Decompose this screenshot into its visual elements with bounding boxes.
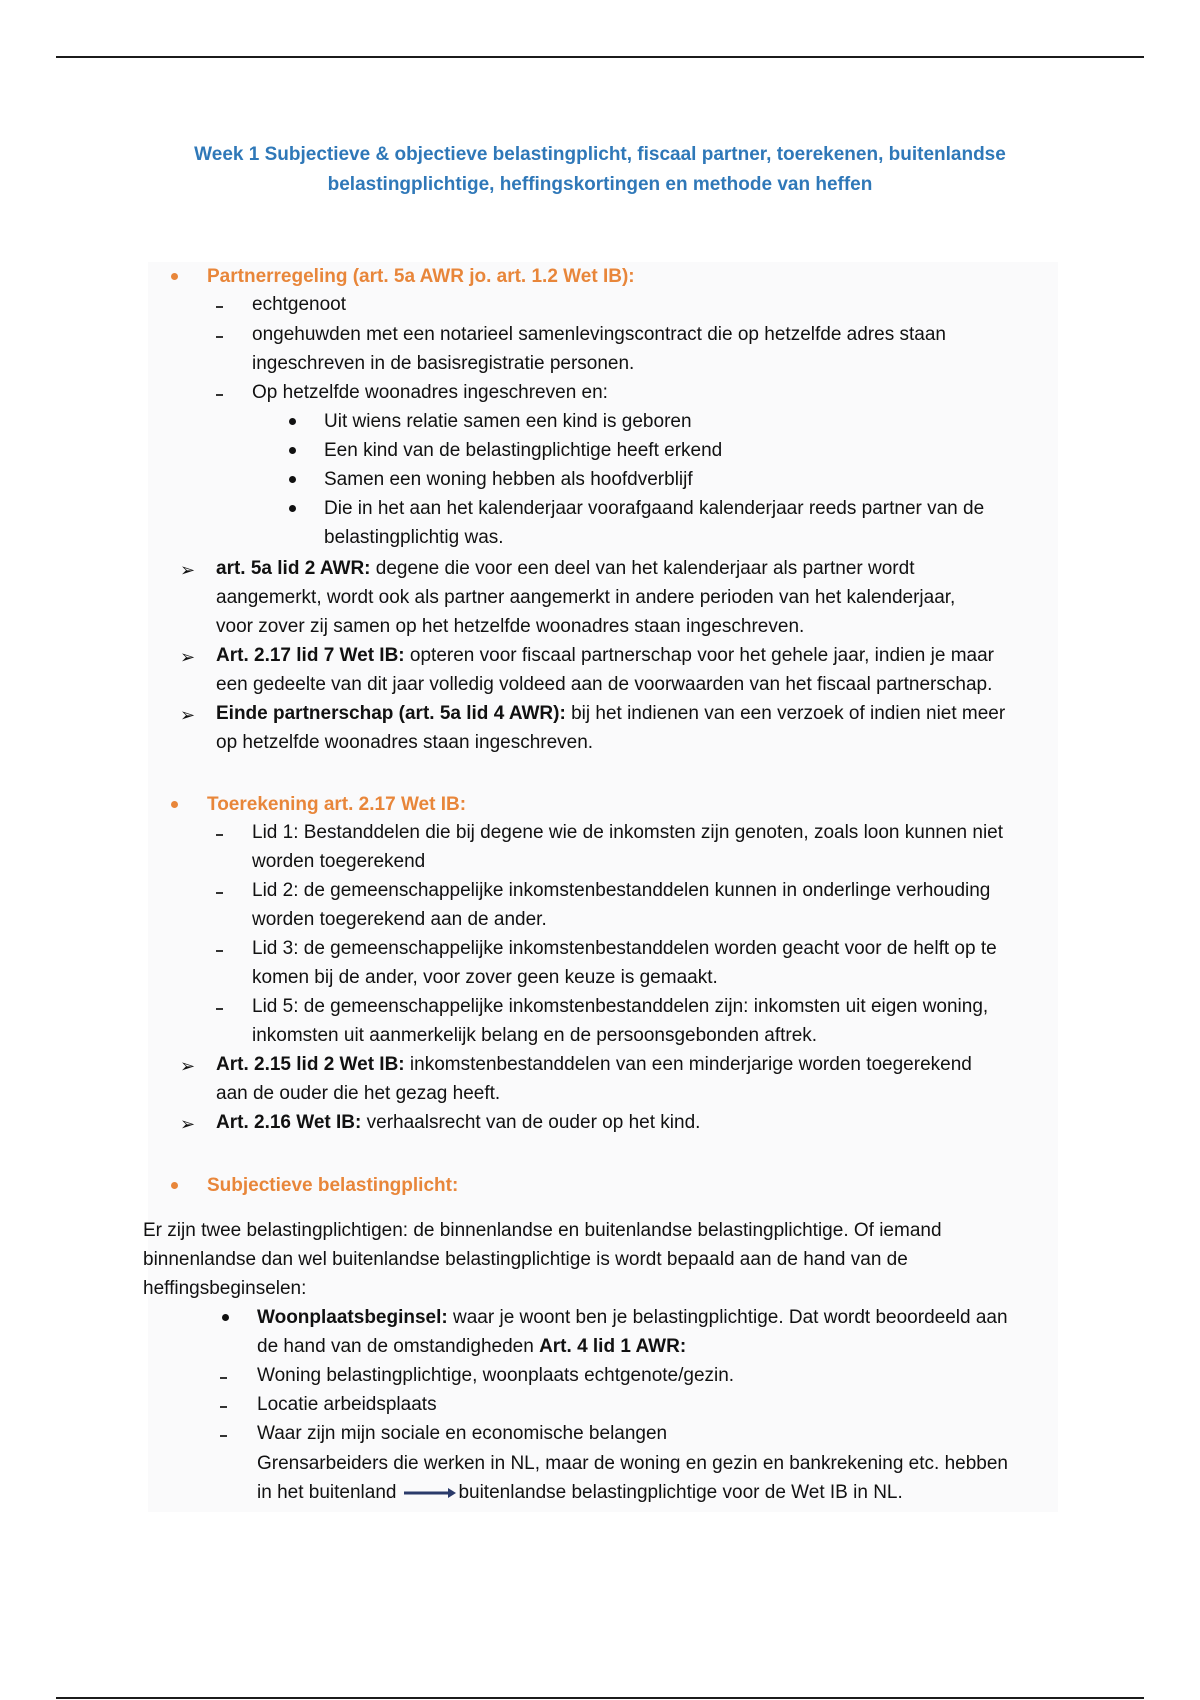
list-item-cont: worden toegerekend xyxy=(252,851,426,872)
top-rule xyxy=(56,56,1144,58)
page-title xyxy=(150,140,1050,200)
list-item: Een kind van de belastingplichtige heeft erkend xyxy=(324,440,723,461)
list-item: Lid 3: de gemeenschappelijke inkomstenbestanddelen worden geacht voor de helft op te xyxy=(252,938,997,959)
arrow-bullet-icon: ➢ xyxy=(180,705,196,725)
article-line xyxy=(216,555,914,583)
list-item: Lid 2: de gemeenschappelijke inkomstenbestanddelen kunnen in onderlinge verhouding xyxy=(252,880,991,901)
list-item-cont: worden toegerekend aan de ander. xyxy=(252,909,547,930)
principle-line xyxy=(257,1304,1008,1332)
dash-icon xyxy=(216,336,223,338)
paragraph-line xyxy=(257,1479,903,1507)
arrow-bullet-icon: ➢ xyxy=(180,1114,196,1134)
principle-term: Woonplaatsbeginsel: xyxy=(257,1307,448,1328)
arrow-bullet-icon: ➢ xyxy=(180,647,196,667)
article-ref: Einde partnerschap (art. 5a lid 4 AWR): xyxy=(216,703,566,724)
bullet-icon xyxy=(289,418,296,425)
list-item-cont: komen bij de ander, voor zover geen keuze is gemaakt. xyxy=(252,967,718,988)
dash-icon xyxy=(216,1008,223,1010)
section-bullet-icon xyxy=(171,273,178,280)
section-bullet-icon xyxy=(171,801,178,808)
list-item-cont: ingeschreven in de basisregistratie personen. xyxy=(252,353,635,374)
article-line xyxy=(216,700,1005,728)
title-line-2: belastingplichtige, heffingskortingen en methode van heffen xyxy=(327,174,873,195)
dash-icon xyxy=(220,1406,227,1408)
principle-text: de hand van de omstandigheden xyxy=(257,1336,540,1357)
paragraph-line: binnenlandse dan wel buitenlandse belastingplichtige is wordt bepaald aan de hand van de xyxy=(143,1249,908,1270)
dash-icon xyxy=(216,306,223,308)
section-heading-toerekening: Toerekening art. 2.17 Wet IB: xyxy=(207,794,467,815)
bottom-rule xyxy=(56,1697,1144,1699)
dash-icon xyxy=(220,1377,227,1379)
article-ref: Art. 2.17 lid 7 Wet IB: xyxy=(216,645,405,666)
list-item: Lid 5: de gemeenschappelijke inkomstenbestanddelen zijn: inkomsten uit eigen woning, xyxy=(252,996,989,1017)
principle-line-cont xyxy=(257,1333,686,1361)
list-item: Die in het aan het kalenderjaar voorafgaand kalenderjaar reeds partner van de xyxy=(324,498,985,519)
list-item: Samen een woning hebben als hoofdverblijf xyxy=(324,469,693,490)
list-item: echtgenoot xyxy=(252,294,347,315)
article-ref: Art. 2.16 Wet IB: xyxy=(216,1112,362,1133)
article-line-cont: op hetzelfde woonadres staan ingeschreven. xyxy=(216,732,594,753)
arrow-bullet-icon: ➢ xyxy=(180,560,196,580)
article-line xyxy=(216,1109,700,1137)
list-item: ongehuwden met een notarieel samenlevingscontract die op hetzelfde adres staan xyxy=(252,324,946,345)
dash-icon xyxy=(220,1435,227,1437)
article-ref: art. 5a lid 2 AWR: xyxy=(216,558,371,579)
article-line-cont: aan de ouder die het gezag heeft. xyxy=(216,1083,501,1104)
bullet-icon xyxy=(289,476,296,483)
list-item: Op hetzelfde woonadres ingeschreven en: xyxy=(252,382,608,403)
article-text: inkomstenbestanddelen van een minderjarige worden toegerekend xyxy=(404,1054,972,1075)
list-item: Locatie arbeidsplaats xyxy=(257,1394,437,1415)
bullet-icon xyxy=(289,447,296,454)
list-item: Woning belastingplichtige, woonplaats echtgenote/gezin. xyxy=(257,1365,735,1386)
article-text: degene die voor een deel van het kalenderjaar als partner wordt xyxy=(370,558,915,579)
article-line-cont: een gedeelte van dit jaar volledig voldeed aan de voorwaarden van het fiscaal partnerschap. xyxy=(216,674,993,695)
arrow-bullet-icon: ➢ xyxy=(180,1056,196,1076)
paragraph-line: Grensarbeiders die werken in NL, maar de woning en gezin en bankrekening etc. hebben xyxy=(257,1453,1008,1474)
section-heading-subjectieve: Subjectieve belastingplicht: xyxy=(207,1175,459,1196)
section-heading-partner: Partnerregeling (art. 5a AWR jo. art. 1.2 Wet IB): xyxy=(207,266,635,287)
paragraph-line: Er zijn twee belastingplichtigen: de binnenlandse en buitenlandse belastingplichtige. Of iemand xyxy=(143,1220,942,1241)
dash-icon xyxy=(216,394,223,396)
section-bullet-icon xyxy=(171,1182,178,1189)
arrow-right-icon xyxy=(404,1487,456,1499)
dash-icon xyxy=(216,892,223,894)
list-item: Uit wiens relatie samen een kind is geboren xyxy=(324,411,692,432)
principle-text: waar je woont ben je belastingplichtige. Dat wordt beoordeeld aan xyxy=(447,1307,1008,1328)
bullet-icon xyxy=(222,1314,229,1321)
list-item-cont: inkomsten uit aanmerkelijk belang en de persoonsgebonden aftrek. xyxy=(252,1025,818,1046)
article-text: verhaalsrecht van de ouder op het kind. xyxy=(361,1112,701,1133)
article-line-cont: aangemerkt, wordt ook als partner aangemerkt in andere perioden van het kalenderjaar, xyxy=(216,587,956,608)
dash-icon xyxy=(216,950,223,952)
list-item: Lid 1: Bestanddelen die bij degene wie de inkomsten zijn genoten, zoals loon kunnen niet xyxy=(252,822,1004,843)
list-item-cont: belastingplichtig was. xyxy=(324,527,504,548)
article-ref: Art. 4 lid 1 AWR: xyxy=(539,1336,687,1357)
paragraph-line: heffingsbeginselen: xyxy=(143,1278,307,1299)
paragraph-text: in het buitenland xyxy=(257,1482,397,1503)
article-line-cont: voor zover zij samen op het hetzelfde woonadres staan ingeschreven. xyxy=(216,616,805,637)
article-line xyxy=(216,642,994,670)
article-line xyxy=(216,1051,972,1079)
paragraph-text: buitenlandse belastingplichtige voor de Wet IB in NL. xyxy=(458,1482,903,1503)
dash-icon xyxy=(216,834,223,836)
article-ref: Art. 2.15 lid 2 Wet IB: xyxy=(216,1054,405,1075)
title-line-1: Week 1 Subjectieve & objectieve belastingplicht, fiscaal partner, toerekenen, buitenlandse xyxy=(194,144,1006,165)
list-item: Waar zijn mijn sociale en economische belangen xyxy=(257,1423,668,1444)
article-text: opteren voor fiscaal partnerschap voor het gehele jaar, indien je maar xyxy=(404,645,994,666)
bullet-icon xyxy=(289,505,296,512)
article-text: bij het indienen van een verzoek of indien niet meer xyxy=(565,703,1006,724)
